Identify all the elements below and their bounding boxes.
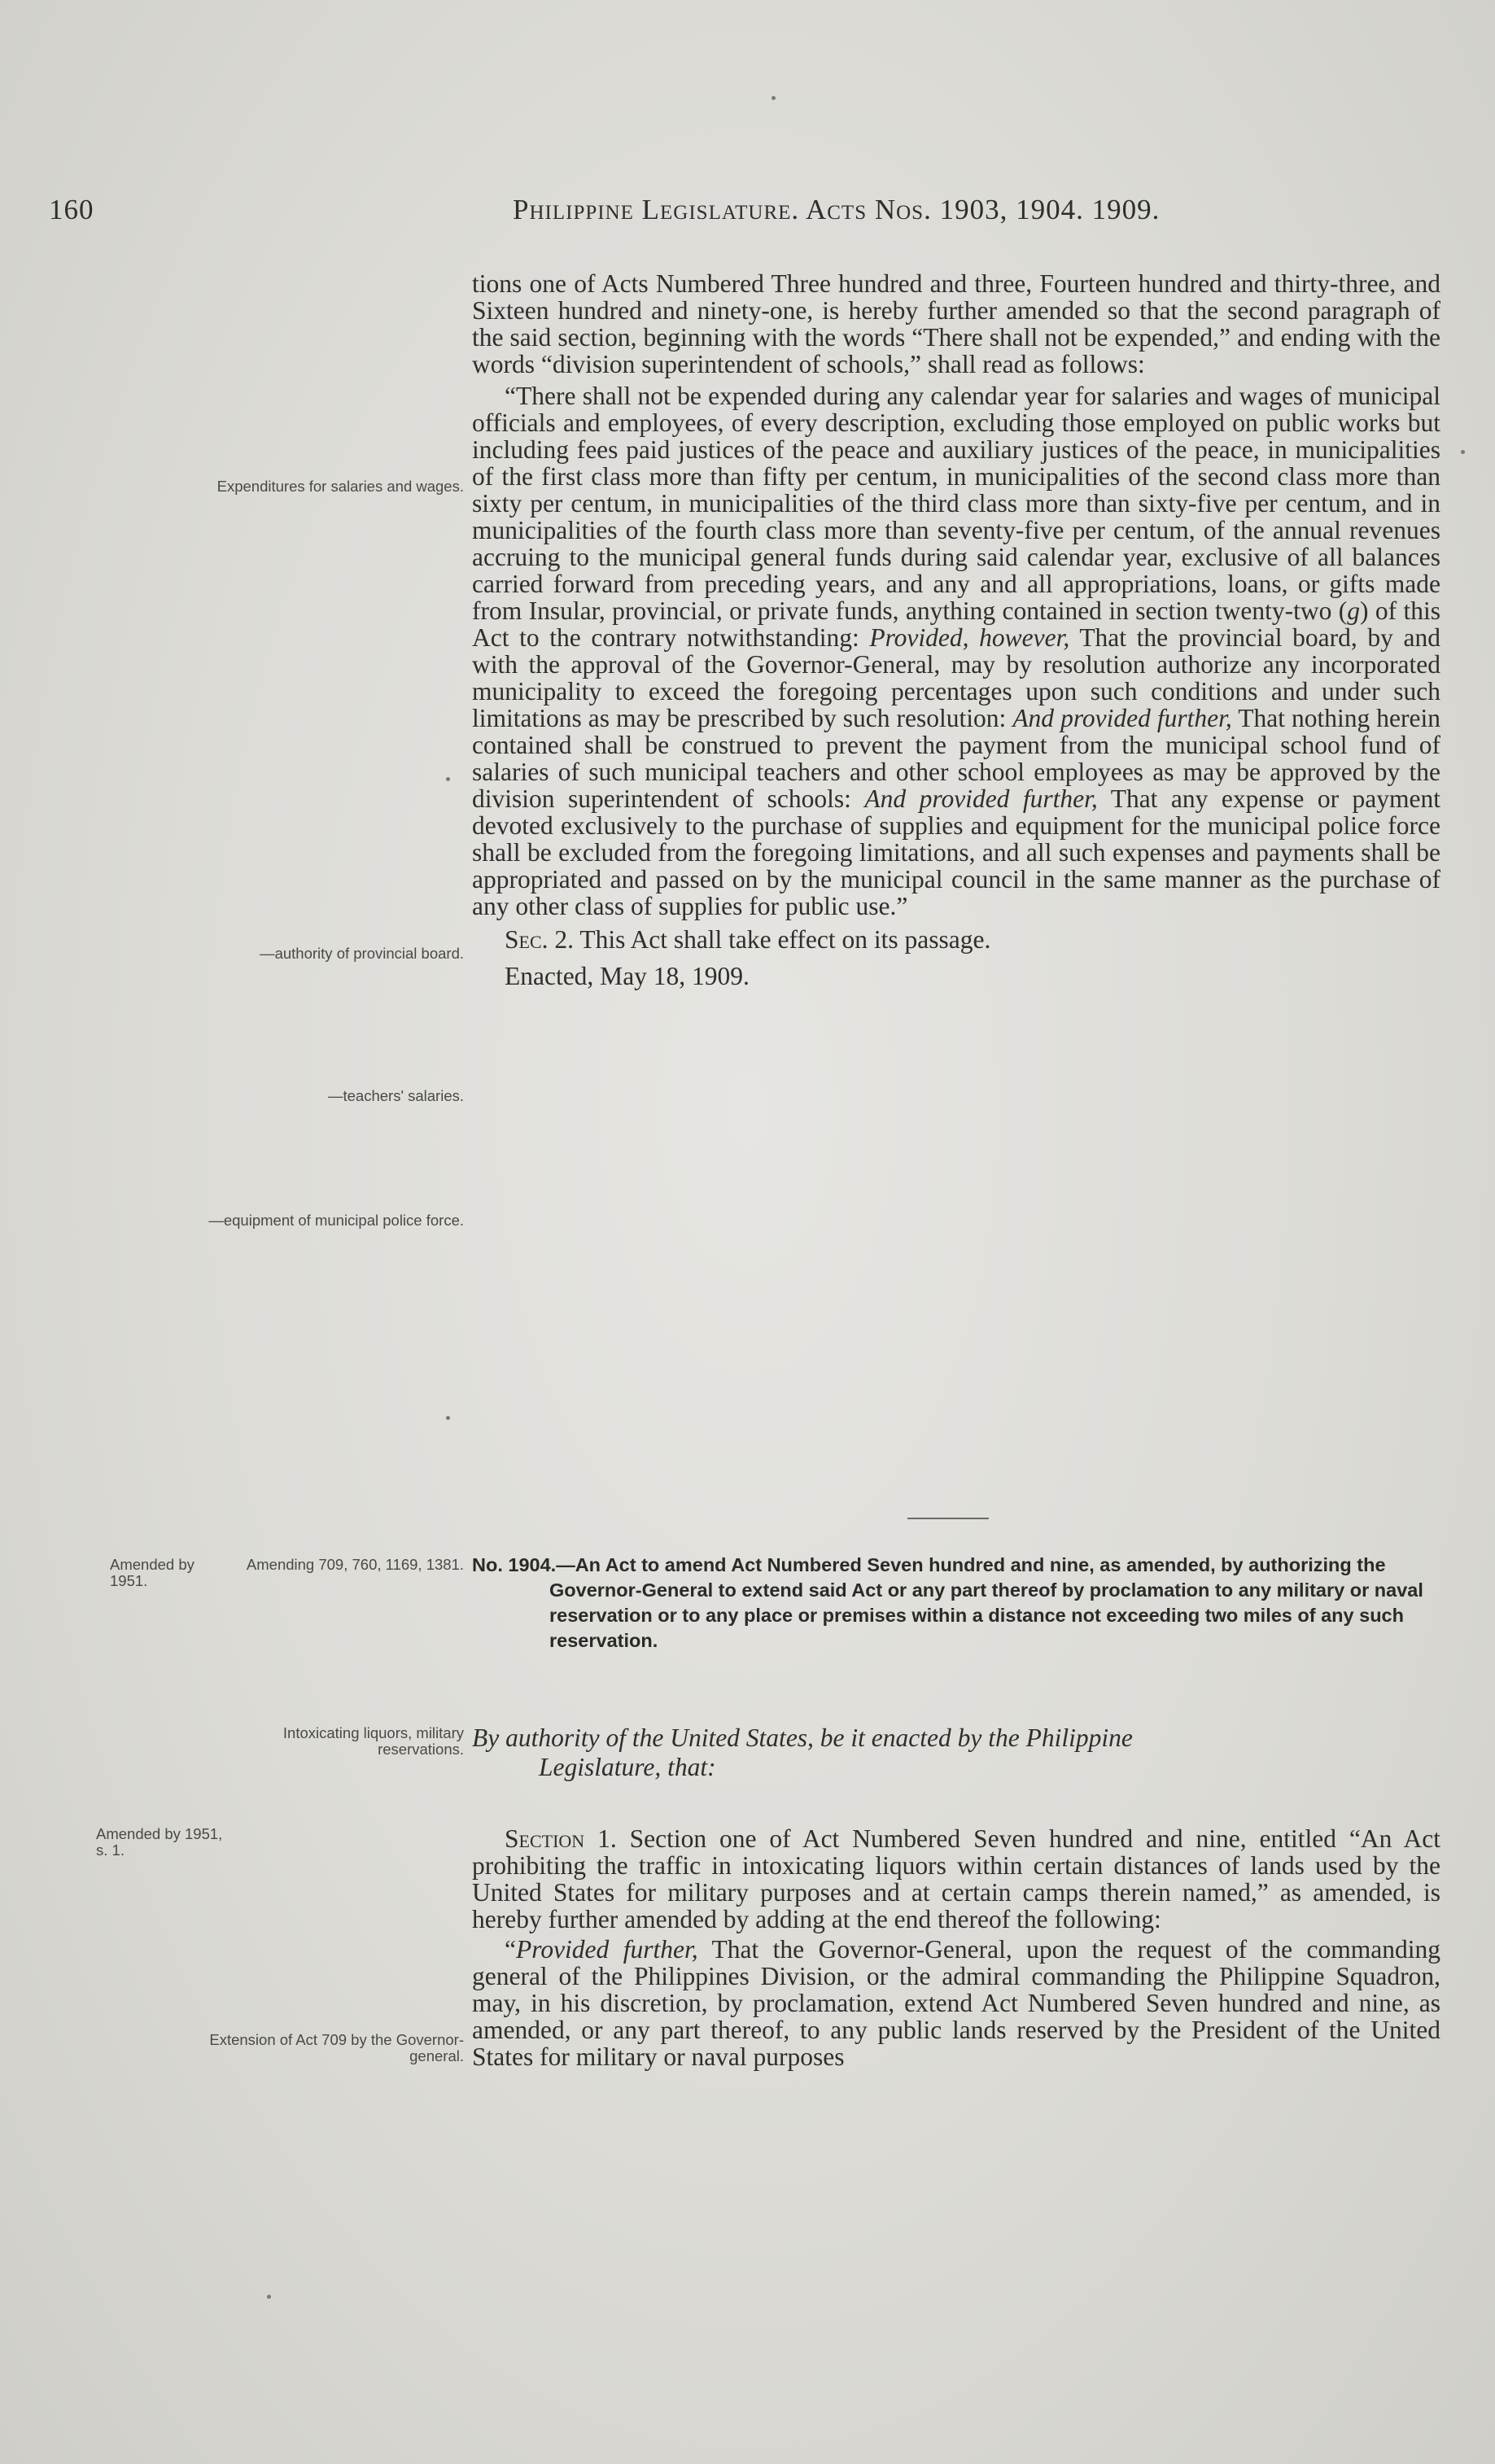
- page-header: [49, 194, 1449, 242]
- section-2: Sec. 2. This Act shall take effect on its passage.: [505, 925, 991, 954]
- paper-speck: [446, 777, 450, 781]
- quoted-amendment: “There shall not be expended during any calendar year for salaries and wages of municipal officials and employees, of every description, excluding those employed on public works but including fees paid justices of the peace and auxiliary justices of the peace, in municipalities of the first class more than fifty per centum, in municipalities of the second class more than sixty per centum, in municipalities of the third class more than sixty-five per centum, and in municipalities of the fourth class more than seventy-five per centum, of the annual revenues accruing to the municipal general funds during said calendar year, exclusive of all balances carried forward from preceding years, and any and all appropriations, loans, or gifts made from Insular, provincial, or private funds, anything contained in section twenty-two (g) of this Act to the contrary notwithstanding: Provided, however, That the provincial board, by and with the approval of the Governor-General, may by resolution authorize any incorporated municipality to exceed the foregoing percentages upon such conditions and under such limitations as may be prescribed by such resolution: And provided further, That nothing herein contained shall be construed to prevent the payment from the municipal school fund of salaries of such municipal teachers and other school employees as may be approved by the division superintendent of schools: And provided further, That any expense or payment devoted exclusively to the purchase of supplies and equipment for the municipal police force shall be excluded from the foregoing limitations, and all such expenses and payments shall be appropriated and passed on by the municipal council in the same manner as the purchase of any other class of supplies for public use.”: [472, 382, 1441, 920]
- act-1903-continuation: [472, 270, 1440, 990]
- paper-speck: [772, 96, 776, 100]
- enacted-date: Enacted, May 18, 1909.: [505, 962, 750, 990]
- paper-speck: [1461, 450, 1465, 454]
- sidenote-amended-by-1951: Amended by 1951.: [110, 1556, 195, 1589]
- section-divider: [907, 1518, 989, 1519]
- sidenote-authority-provincial-board: —authority of provincial board.: [260, 945, 464, 962]
- sidenote-amending: Amending 709, 760, 1169, 1381.: [246, 1556, 464, 1573]
- page-number: 160: [49, 194, 94, 225]
- paper-speck: [446, 1416, 450, 1420]
- sidenote-expenditures: Expenditures for salaries and wages.: [216, 478, 464, 495]
- act-number: No. 1904.: [472, 1554, 557, 1575]
- sidenote-intoxicating-liquors: Intoxicating liquors, military reservations.: [282, 1724, 464, 1758]
- sidenote-teachers-salaries: —teachers' salaries.: [327, 1087, 464, 1104]
- running-head: Philippine Legislature. Acts Nos. 1903, 1904. 1909.: [513, 194, 1161, 225]
- opening-paragraph: tions one of Acts Numbered Three hundred and three, Fourteen hundred and thirty-three, and Sixteen hundred and ninety-one, is hereby further amended so that the second paragraph of the said section, beginning with the words “There shall not be expended,” and ending with the words “division superintendent of schools,” shall read as follows:: [472, 269, 1440, 378]
- section-1: Section 1. Section one of Act Numbered Seven hundred and nine, entitled “An Act prohibiting the traffic in intoxicating liquors within certain distances of lands used by the United States for military purposes and at certain camps therein named,” as amended, is hereby further amended by adding at the end thereof the following:: [472, 1824, 1441, 1933]
- paper-speck: [267, 2295, 271, 2299]
- sidenote-amended-s1: Amended by 1951, s. 1.: [96, 1825, 223, 1859]
- enacting-clause: By authority of the United States, be it enacted by the Philippine Legislature, that:: [472, 1723, 1133, 1781]
- act-1904-body: [472, 1825, 1440, 2070]
- proviso: “Provided further, That the Governor-General, upon the request of the commanding general of the Philippines Division, or the admiral commanding the Philippine Squadron, may, in his discretion, by proclamation, extend Act Numbered Seven hundred and nine, as amended, or any part thereof, to any public lands reserved by the President of the United States for military or naval purposes: [472, 1935, 1440, 2071]
- act-1904-title: [472, 1553, 1440, 1654]
- sidenote-extension-of-act: Extension of Act 709 by the Governor-general.: [209, 2031, 464, 2064]
- sidenote-police-equipment: —equipment of municipal police force.: [208, 1212, 464, 1229]
- act-title-text: —An Act to amend Act Numbered Seven hundred and nine, as amended, by authorizing the Governor-General to extend said Act or any part thereof by proclamation to any military or naval reservation or to any place or premises within a distance not exceeding two miles of any such reservation.: [549, 1554, 1423, 1651]
